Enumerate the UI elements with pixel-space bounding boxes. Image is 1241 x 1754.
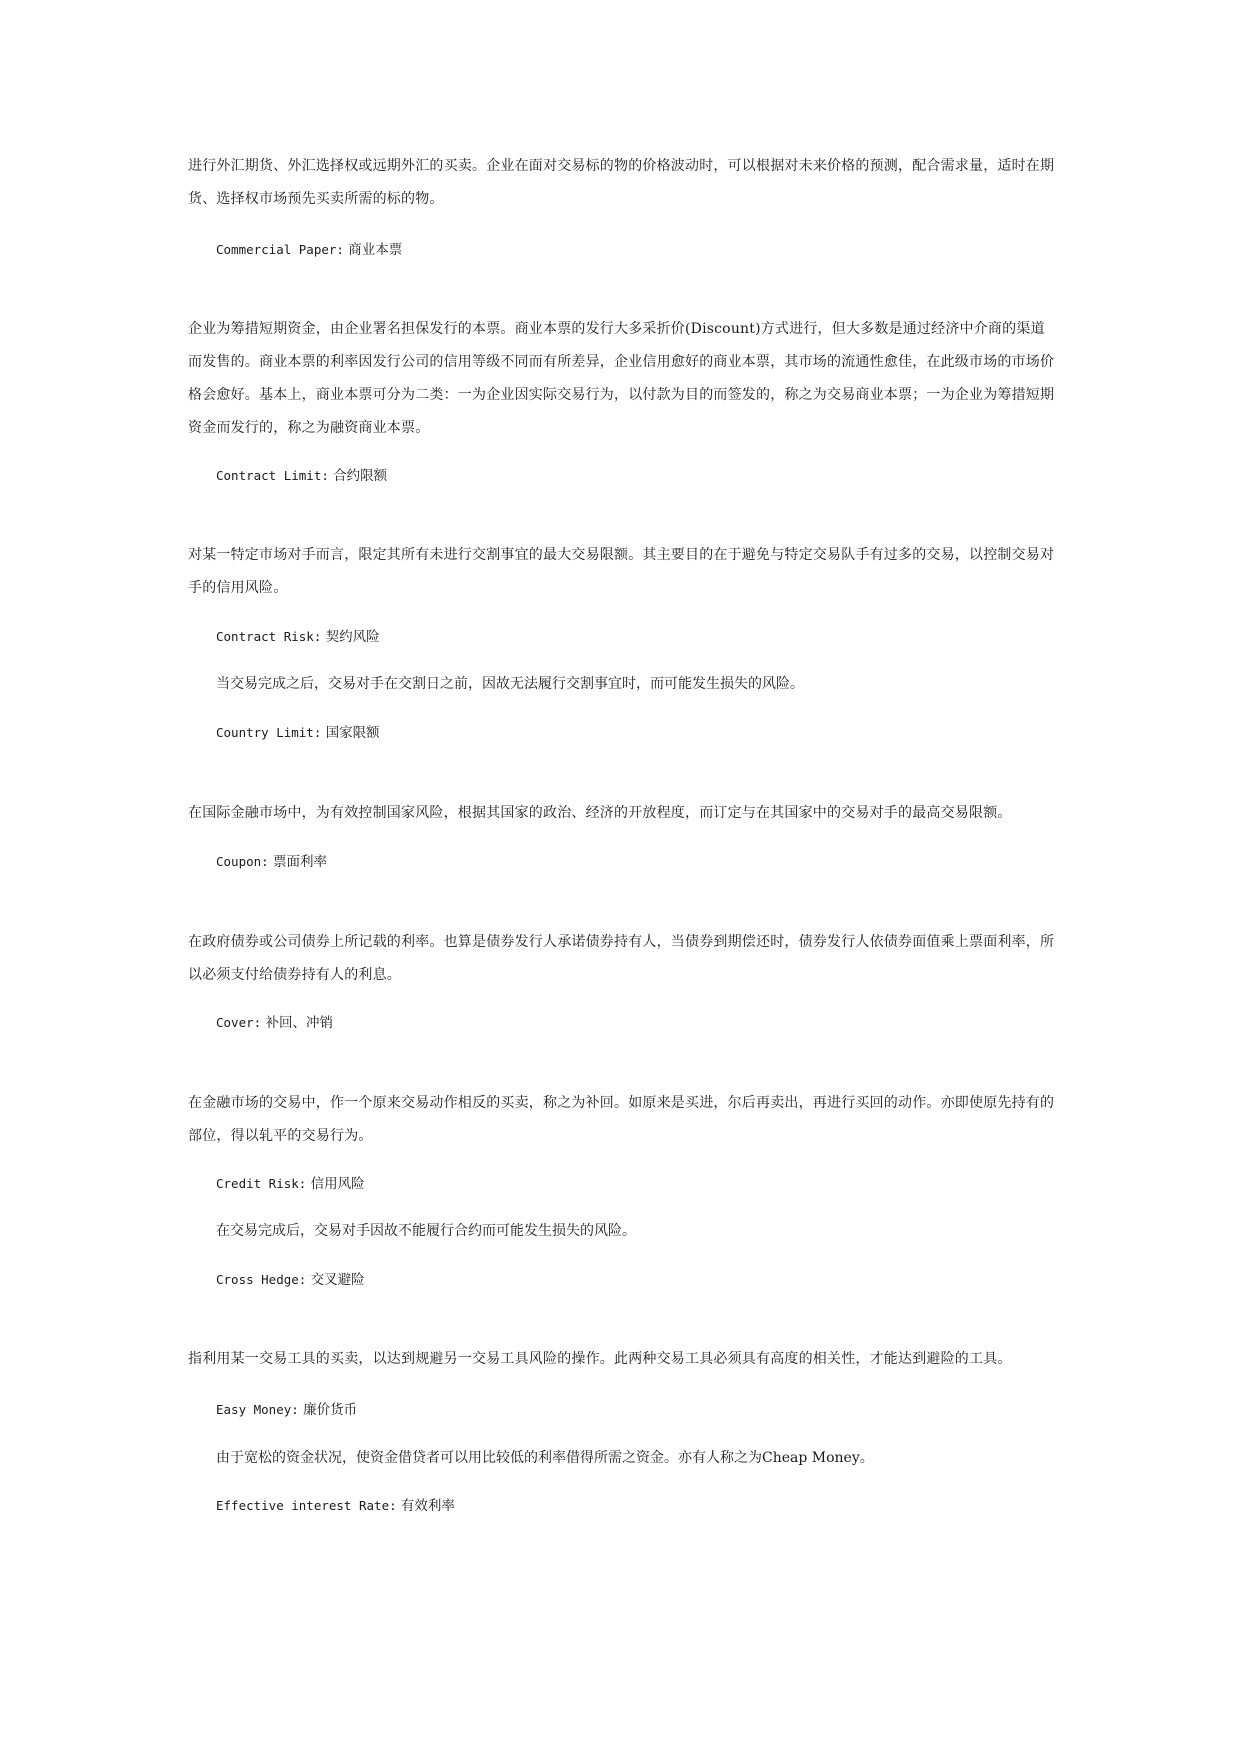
term-country-limit [216,723,380,743]
term-commercial-paper [216,240,402,260]
term-cn: 有效利率 [396,1498,455,1514]
term-cn: 交叉避险 [306,1272,365,1288]
paragraph-credit-risk: 在交易完成后，交易对手因故不能履行合约而可能发生损失的风险。 [216,1223,636,1239]
paragraph-easy-money: 由于宽松的资金状况，使资金借贷者可以用比较低的利率借得所需之资金。亦有人称之为Cheap Money。 [216,1450,874,1466]
paragraph-cover: 在金融市场的交易中，作一个原来交易动作相反的买卖，称之为补回。如原来是买进，尔后再卖出，再进行买回的动作。亦即使原先持有的部位，得以轧平的交易行为。 [188,1095,1055,1144]
paragraph-futures: 进行外汇期货、外汇选择权或远期外汇的买卖。企业在面对交易标的物的价格波动时，可以根据对未来价格的预测，配合需求量，适时在期货、选择权市场预先买卖所需的标的物。 [188,158,1055,207]
term-en: Contract Limit: [216,468,329,483]
term-en: Effective interest Rate: [216,1498,397,1513]
term-en: Country Limit: [216,725,322,740]
paragraph-contract-risk: 当交易完成之后，交易对手在交割日之前，因故无法履行交割事宜时，而可能发生损失的风险。 [216,676,804,692]
term-en: Credit Risk: [216,1176,307,1191]
term-en: Contract Risk: [216,629,322,644]
term-en: Cover: [216,1015,262,1030]
paragraph-country-limit: 在国际金融市场中，为有效控制国家风险，根据其国家的政治、经济的开放程度，而订定与在其国家中的交易对手的最高交易限额。 [188,805,1012,821]
paragraph-cross-hedge: 指利用某一交易工具的买卖，以达到规避另一交易工具风险的操作。此两种交易工具必须具有高度的相关性，才能达到避险的工具。 [188,1351,1012,1367]
term-cn: 契约风险 [321,629,380,645]
term-en: Commercial Paper: [216,242,344,257]
term-cn: 补回、冲销 [261,1015,333,1031]
paragraph-commercial-paper: 企业为筹措短期资金，由企业署名担保发行的本票。商业本票的发行大多采折价(Discount)方式进行，但大多数是通过经济中介商的渠道而发售的。商业本票的利率因发行公司的信用等级不同而有所差异，企业信用愈好的商业本票，其市场的流通性愈佳，在此级市场的市场价格会愈好。基本上，商业本票可分为二类：一为企业因实际交易行为，以付款为目的而签发的，称之为交易商业本票；一为企业为筹措短期资金而发行的，称之为融资商业本票。 [188,321,1055,436]
term-contract-limit [216,466,387,486]
paragraph-coupon: 在政府债券或公司债券上所记载的利率。也算是债券发行人承诺债券持有人，当债券到期偿还时，债券发行人依债券面值乘上票面利率，所以必须支付给债券持有人的利息。 [188,934,1055,983]
term-en: Cross Hedge: [216,1272,307,1287]
term-cn: 信用风险 [306,1176,365,1192]
term-cn: 票面利率 [268,854,327,870]
term-cross-hedge [216,1270,365,1290]
term-en: Coupon: [216,854,269,869]
term-contract-risk [216,627,380,647]
term-coupon [216,852,327,872]
term-en: Easy Money: [216,1402,299,1417]
term-effective-interest-rate [216,1496,455,1516]
term-credit-risk [216,1174,365,1194]
paragraph-contract-limit: 对某一特定市场对手而言，限定其所有未进行交割事宜的最大交易限额。其主要目的在于避免与特定交易队手有过多的交易，以控制交易对手的信用风险。 [188,547,1055,596]
term-cn: 商业本票 [343,242,403,258]
term-cn: 国家限额 [321,725,380,741]
term-cover [216,1013,333,1033]
term-cn: 合约限额 [328,468,388,484]
term-easy-money [216,1400,357,1420]
term-cn: 廉价货币 [298,1402,358,1418]
